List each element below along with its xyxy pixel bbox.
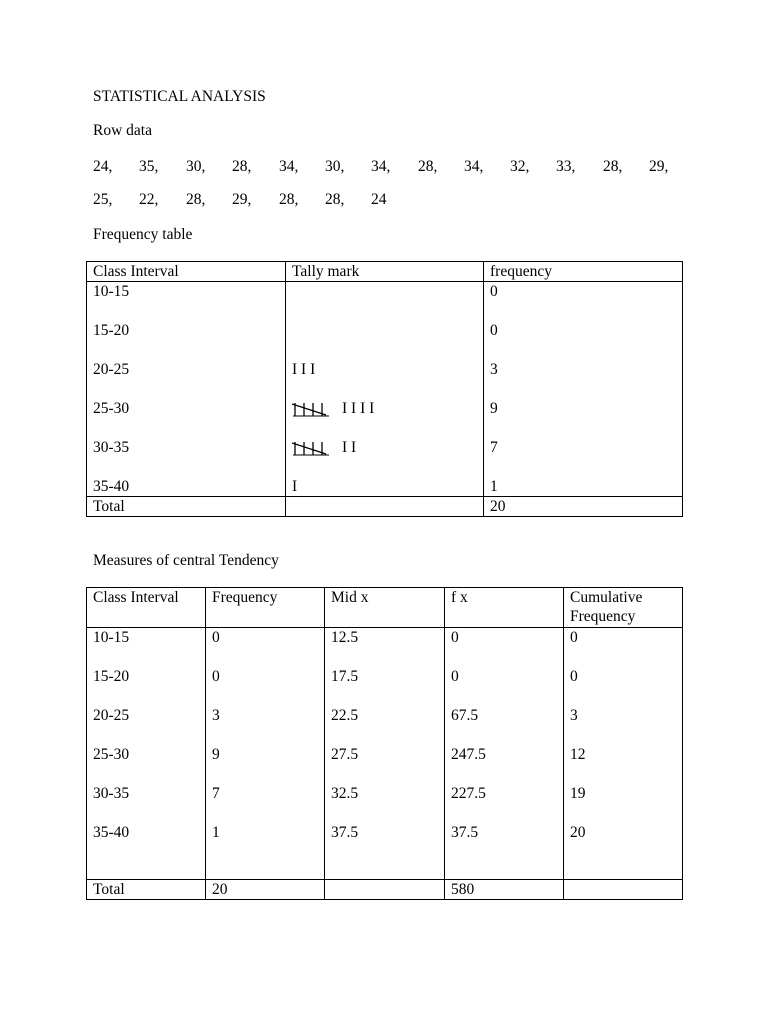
frequency-cell: 3 bbox=[206, 706, 325, 745]
raw-value: 24, bbox=[93, 158, 113, 175]
cumulative-frequency-cell: 12 bbox=[564, 745, 683, 784]
cumulative-frequency-cell: 19 bbox=[564, 784, 683, 823]
total-row bbox=[87, 880, 683, 900]
raw-value: 35, bbox=[139, 158, 159, 175]
frequency-cell: 0 bbox=[206, 667, 325, 706]
raw-value: 28, bbox=[603, 158, 623, 175]
raw-value: 22, bbox=[139, 191, 159, 208]
frequency-cell: 0 bbox=[484, 321, 683, 360]
cumulative-frequency-cell: 0 bbox=[564, 667, 683, 706]
column-header: Frequency bbox=[206, 588, 325, 628]
total-label: Total bbox=[87, 497, 286, 517]
tally-five-group-icon bbox=[292, 401, 332, 417]
column-header: Class Interval bbox=[87, 262, 286, 282]
frequency-cell: 9 bbox=[206, 745, 325, 784]
table-row bbox=[87, 399, 683, 438]
cumulative-frequency-cell: 3 bbox=[564, 706, 683, 745]
raw-value: 29, bbox=[232, 191, 252, 208]
table-row bbox=[87, 706, 683, 745]
table-row bbox=[87, 360, 683, 399]
tally-text: I I I I bbox=[342, 400, 375, 417]
column-header: frequency bbox=[484, 262, 683, 282]
column-header: Cumulative Frequency bbox=[564, 588, 683, 628]
class-interval-cell: 15-20 bbox=[87, 667, 206, 706]
class-interval-cell: 25-30 bbox=[87, 399, 286, 438]
raw-value: 28, bbox=[325, 191, 345, 208]
class-interval-cell: 20-25 bbox=[87, 706, 206, 745]
total-frequency: 20 bbox=[484, 497, 683, 517]
table-row bbox=[87, 823, 683, 880]
mid-x-cell: 27.5 bbox=[325, 745, 445, 784]
raw-value: 25, bbox=[93, 191, 113, 208]
fx-cell: 0 bbox=[445, 628, 564, 668]
tally-cell bbox=[286, 438, 484, 477]
raw-value: 28, bbox=[418, 158, 438, 175]
mid-x-cell: 37.5 bbox=[325, 823, 445, 880]
raw-value: 33, bbox=[556, 158, 576, 175]
table-row bbox=[87, 745, 683, 784]
tally-five-group-icon bbox=[292, 440, 332, 456]
class-interval-cell: 35-40 bbox=[87, 823, 206, 880]
raw-value: 34, bbox=[371, 158, 391, 175]
raw-value: 32, bbox=[510, 158, 530, 175]
fx-cell: 67.5 bbox=[445, 706, 564, 745]
cumulative-frequency-cell: 0 bbox=[564, 628, 683, 668]
frequency-table bbox=[86, 261, 683, 517]
raw-data-heading: Row data bbox=[93, 122, 152, 139]
total-label: Total bbox=[87, 880, 206, 900]
class-interval-cell: 25-30 bbox=[87, 745, 206, 784]
raw-value: 30, bbox=[325, 158, 345, 175]
class-interval-cell: 35-40 bbox=[87, 477, 286, 497]
tally-text: I bbox=[292, 478, 298, 495]
fx-cell: 37.5 bbox=[445, 823, 564, 880]
raw-value: 29, bbox=[649, 158, 669, 175]
column-header: Tally mark bbox=[286, 262, 484, 282]
class-interval-cell: 30-35 bbox=[87, 438, 286, 477]
table-row bbox=[87, 784, 683, 823]
tally-text: I I bbox=[342, 439, 357, 456]
total-frequency: 20 bbox=[206, 880, 325, 900]
total-mid-x bbox=[325, 880, 445, 900]
class-interval-cell: 10-15 bbox=[87, 628, 206, 668]
table-row bbox=[87, 667, 683, 706]
mid-x-cell: 12.5 bbox=[325, 628, 445, 668]
column-header: Class Interval bbox=[87, 588, 206, 628]
mid-x-cell: 17.5 bbox=[325, 667, 445, 706]
class-interval-cell: 20-25 bbox=[87, 360, 286, 399]
column-header: f x bbox=[445, 588, 564, 628]
raw-value: 28, bbox=[186, 191, 206, 208]
tally-cell bbox=[286, 399, 484, 438]
tally-cell bbox=[286, 321, 484, 360]
fx-cell: 247.5 bbox=[445, 745, 564, 784]
raw-value: 24 bbox=[371, 191, 387, 208]
mid-x-cell: 32.5 bbox=[325, 784, 445, 823]
class-interval-cell: 15-20 bbox=[87, 321, 286, 360]
frequency-cell: 3 bbox=[484, 360, 683, 399]
cumulative-frequency-cell: 20 bbox=[564, 823, 683, 880]
tally-cell bbox=[286, 282, 484, 322]
frequency-cell: 7 bbox=[484, 438, 683, 477]
raw-value: 28, bbox=[279, 191, 299, 208]
mid-x-cell: 22.5 bbox=[325, 706, 445, 745]
table-header-row bbox=[87, 262, 683, 282]
raw-value: 34, bbox=[279, 158, 299, 175]
total-tally bbox=[286, 497, 484, 517]
table-row bbox=[87, 438, 683, 477]
table-header-row bbox=[87, 588, 683, 628]
table-row bbox=[87, 477, 683, 497]
column-header: Mid x bbox=[325, 588, 445, 628]
frequency-cell: 0 bbox=[484, 282, 683, 322]
raw-value: 30, bbox=[186, 158, 206, 175]
central-tendency-table bbox=[86, 587, 683, 900]
table-row bbox=[87, 321, 683, 360]
frequency-table-heading: Frequency table bbox=[93, 226, 193, 243]
tally-cell bbox=[286, 477, 484, 497]
fx-cell: 227.5 bbox=[445, 784, 564, 823]
frequency-cell: 1 bbox=[484, 477, 683, 497]
raw-value: 28, bbox=[232, 158, 252, 175]
tally-cell bbox=[286, 360, 484, 399]
central-tendency-heading: Measures of central Tendency bbox=[93, 552, 279, 569]
total-fx: 580 bbox=[445, 880, 564, 900]
class-interval-cell: 10-15 bbox=[87, 282, 286, 322]
raw-value: 34, bbox=[464, 158, 484, 175]
total-row bbox=[87, 497, 683, 517]
frequency-cell: 9 bbox=[484, 399, 683, 438]
frequency-cell: 0 bbox=[206, 628, 325, 668]
class-interval-cell: 30-35 bbox=[87, 784, 206, 823]
fx-cell: 0 bbox=[445, 667, 564, 706]
tally-text: I I I bbox=[292, 361, 316, 378]
table-row bbox=[87, 282, 683, 322]
frequency-cell: 7 bbox=[206, 784, 325, 823]
table-row bbox=[87, 628, 683, 668]
frequency-cell: 1 bbox=[206, 823, 325, 880]
page-title: STATISTICAL ANALYSIS bbox=[93, 88, 266, 105]
total-cumulative bbox=[564, 880, 683, 900]
